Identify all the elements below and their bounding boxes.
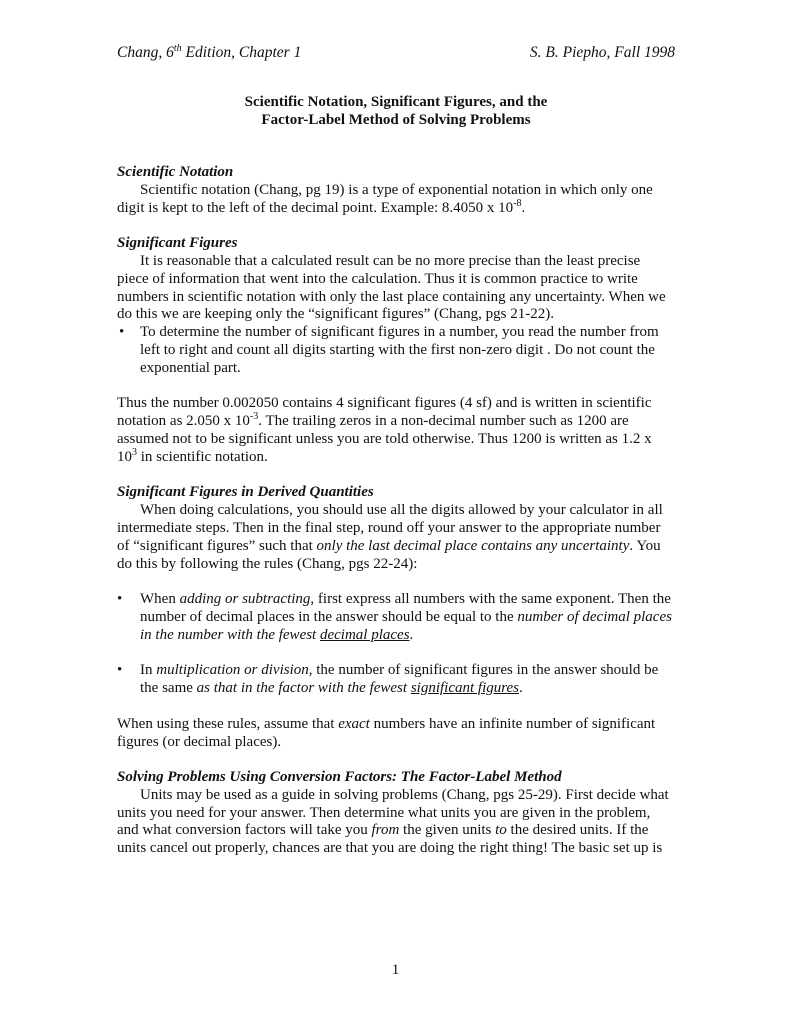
factor-label-paragraph: Units may be used as a guide in solving problems (Chang, pgs 25-29). First decide what units you need for your answer. Then determine what units you are given in the problem, and what conversion factors will take you from the given units to the desired units. If the units cancel out properly, chances are that you are doing the right thing! The basic set up is [117, 786, 669, 857]
bullet-item: • To determine the number of significant figures in a number, you read the number from left to right and count all digits starting with the first non-zero digit . Do not count the exponential part. [119, 324, 659, 376]
rule-multiplication-division: • In multiplication or division, the number of significant figures in the answer should be the same as that in the factor with the fewest significant figures. [117, 662, 659, 697]
title-line-2: Factor-Label Method of Solving Problems [261, 112, 531, 128]
exact-numbers-paragraph: When using these rules, assume that exact numbers have an infinite number of significant figures (or decimal places). [117, 715, 656, 750]
document-body [117, 164, 675, 858]
section-heading-derived-quantities: Significant Figures in Derived Quantities [117, 484, 374, 501]
significant-figures-paragraph: It is reasonable that a calculated result can be no more precise than the least precise piece of information that went into the calculation. Thus it is common practice to write numbers in scientific notation with only the last place containing any uncertainty. When we do this we are keeping only the “significant figures” (Chang, pgs 21-22). [117, 252, 666, 323]
derived-quantities-paragraph: When doing calculations, you should use all the digits allowed by your calculator in all intermediate steps. Then in the final step, round off your answer to the appropriate number of “significant figures” such that only the last decimal place contains any uncertainty. You do this by following the rules (Chang, pgs 22-24): [117, 502, 663, 572]
header-author: S. B. Piepho, Fall 1998 [529, 44, 675, 61]
section-heading-scientific-notation: Scientific Notation [117, 164, 234, 180]
significant-figures-example: Thus the number 0.002050 contains 4 significant figures (4 sf) and is written in scientific notation as 2.050 x $10^{-3}$. The trailing zeros in a non-decimal number such as 1200 are assumed not to be significant unless you are told otherwise. Thus 1200 is written as 1.2 x $10^3$ in scientific notation. [117, 395, 652, 465]
section-heading-significant-figures: Significant Figures [117, 235, 238, 252]
section-heading-factor-label: Solving Problems Using Conversion Factors: The Factor-Label Method [117, 769, 562, 786]
bullet-icon: • [119, 324, 125, 341]
rule-adding-subtracting: • When adding or subtracting, first express all numbers with the same exponent. Then the number of decimal places in the answer should be equal to the number of decimal places in the number with the fewest decimal places. [117, 591, 672, 643]
page-number: 1 [391, 962, 400, 978]
scientific-notation-paragraph: Scientific notation (Chang, pg 19) is a type of exponential notation in which only one digit is kept to the left of the decimal point. Example: 8.4050 x $10^{-8}$. [117, 181, 653, 216]
title-line-1: Scientific Notation, Significant Figures, and the [244, 94, 548, 110]
bullet-icon: • [117, 591, 123, 608]
bullet-icon: • [117, 662, 123, 679]
header-course: Chang, 6th Edition, Chapter 1 [117, 43, 302, 61]
document-title [117, 93, 675, 129]
